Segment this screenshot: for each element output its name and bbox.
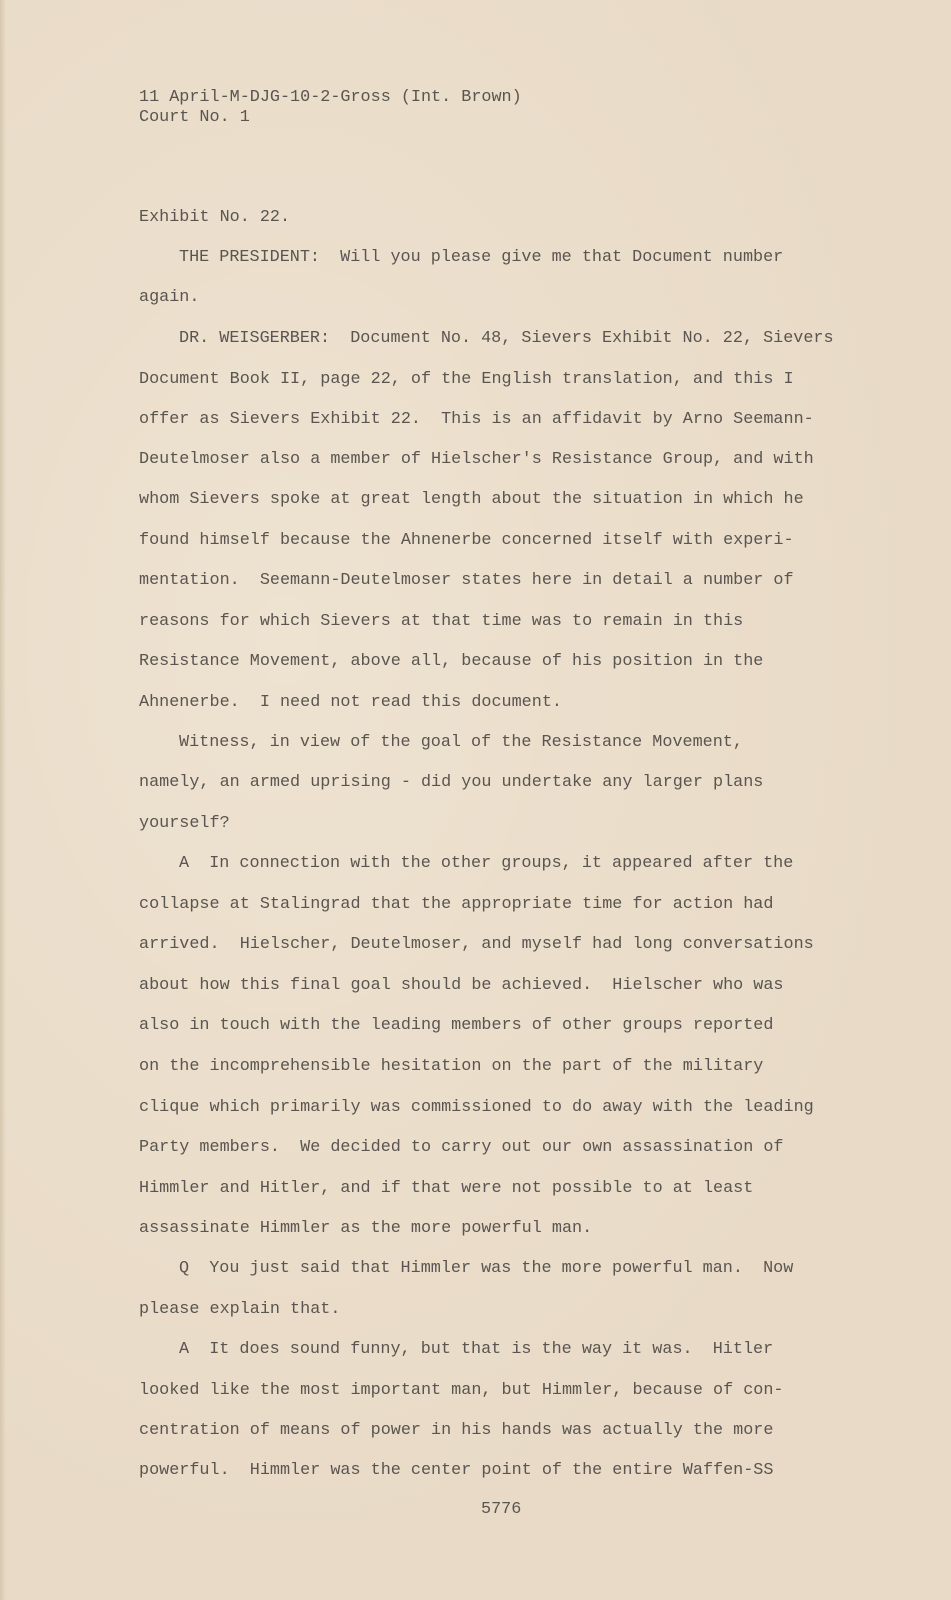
document-line: found himself because the Ahnenerbe concerned itself with experi- <box>139 531 794 550</box>
document-line: Exhibit No. 22. <box>139 208 291 227</box>
document-line: namely, an armed uprising - did you undertake any larger plans <box>139 773 764 792</box>
document-line: powerful. Himmler was the center point of the entire Waffen-SS <box>139 1461 774 1480</box>
document-line: about how this final goal should be achieved. Hielscher who was <box>139 976 784 995</box>
document-line: A In connection with the other groups, it appeared after the <box>179 854 794 873</box>
document-line: whom Sievers spoke at great length about the situation in which he <box>139 490 804 509</box>
document-line: Q You just said that Himmler was the more powerful man. Now <box>179 1259 794 1278</box>
document-line: Document Book II, page 22, of the English translation, and this I <box>139 370 794 389</box>
page-number: 5776 <box>481 1500 522 1519</box>
document-line: Ahnenerbe. I need not read this document. <box>139 693 562 712</box>
document-line: centration of means of power in his hands was actually the more <box>139 1421 774 1440</box>
document-line: on the incomprehensible hesitation on the part of the military <box>139 1057 764 1076</box>
header-line-2: Court No. 1 <box>139 108 250 127</box>
document-line: again. <box>139 288 200 307</box>
document-line: reasons for which Sievers at that time was to remain in this <box>139 612 744 631</box>
document-line: clique which primarily was commissioned to do away with the leading <box>139 1098 814 1117</box>
document-line: Resistance Movement, above all, because of his position in the <box>139 652 764 671</box>
document-line: DR. WEISGERBER: Document No. 48, Sievers Exhibit No. 22, Sievers <box>179 329 834 348</box>
document-line: yourself? <box>139 814 230 833</box>
document-line: mentation. Seemann-Deutelmoser states here in detail a number of <box>139 571 794 590</box>
document-line: THE PRESIDENT: Will you please give me that Document number <box>179 248 784 267</box>
header-line-1: 11 April-M-DJG-10-2-Gross (Int. Brown) <box>139 88 522 107</box>
page-edge-shadow <box>0 0 6 1600</box>
document-line: collapse at Stalingrad that the appropriate time for action had <box>139 895 774 914</box>
document-line: also in touch with the leading members of other groups reported <box>139 1016 774 1035</box>
document-line: Witness, in view of the goal of the Resistance Movement, <box>179 733 743 752</box>
document-line: Himmler and Hitler, and if that were not possible to at least <box>139 1179 754 1198</box>
document-line: please explain that. <box>139 1300 341 1319</box>
document-line: looked like the most important man, but Himmler, because of con- <box>139 1381 784 1400</box>
document-line: offer as Sievers Exhibit 22. This is an affidavit by Arno Seemann- <box>139 410 814 429</box>
document-line: assassinate Himmler as the more powerful man. <box>139 1219 593 1238</box>
document-line: Party members. We decided to carry out our own assassination of <box>139 1138 784 1157</box>
document-line: Deutelmoser also a member of Hielscher's Resistance Group, and with <box>139 450 814 469</box>
document-line: A It does sound funny, but that is the way it was. Hitler <box>179 1340 774 1359</box>
document-line: arrived. Hielscher, Deutelmoser, and myself had long conversations <box>139 935 814 954</box>
